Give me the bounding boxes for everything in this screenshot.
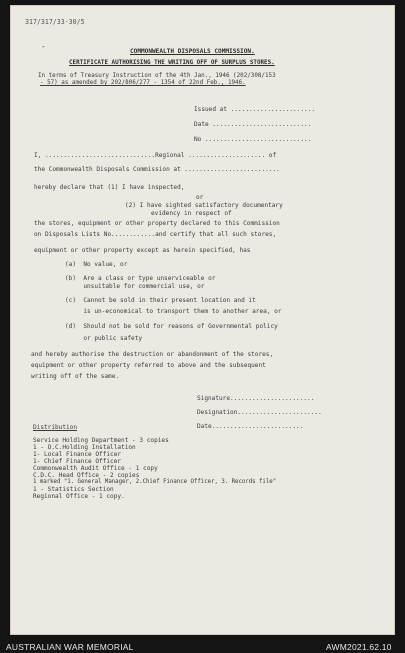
document-page bbox=[10, 5, 395, 635]
document-body bbox=[11, 6, 396, 636]
condition-c-line-1: (c) Cannot be sold in their present location and it bbox=[65, 297, 256, 304]
archive-footer bbox=[0, 640, 405, 653]
declaration-inspected: hereby declare that (1) I have inspected, bbox=[34, 184, 185, 191]
file-reference-number: 317/317/33-30/5 bbox=[25, 18, 85, 26]
distribution-item: 1 - Statistics Section bbox=[33, 486, 114, 493]
or-separator: or bbox=[196, 194, 204, 201]
distribution-item: 1- Local Finance Officer bbox=[33, 451, 122, 458]
issued-at-field: Issued at ....................... bbox=[194, 106, 316, 113]
distribution-item: 1 marked "1. General Manager, 2.Chief Finance Officer, 3. Records file" bbox=[33, 479, 277, 485]
distribution-item: 1- Chief Finance Officer bbox=[33, 458, 122, 465]
condition-b-line-2: unsuitable for commercial use, or bbox=[65, 283, 205, 290]
certificate-title: CERTIFICATE AUTHORISING THE WRITING OFF OF SURPLUS STORES. bbox=[69, 60, 275, 66]
stores-line-3: equipment or other property except as herein specified, has bbox=[34, 247, 251, 254]
declaration-sighted-1: (2) I have sighted satisfactory documentary bbox=[125, 202, 283, 209]
commission-location-line: the Commonwealth Disposals Commission at .......................... bbox=[34, 166, 280, 173]
condition-c-line-2: is un-economical to transport them to another area, or bbox=[65, 308, 282, 315]
authorisation-line-2: equipment or other property referred to above and the subsequent bbox=[31, 362, 266, 369]
authorisation-line-1: and hereby authorise the destruction or abandonment of the stores, bbox=[31, 351, 274, 358]
condition-d-line-1: (d) Should not be sold for reasons of Governmental policy bbox=[65, 323, 278, 330]
stores-line-2: on Disposals Lists No............and certify that all such stores, bbox=[34, 231, 277, 238]
condition-b-line-1: (b) Are a class or type unserviceable or bbox=[65, 275, 216, 282]
distribution-item: 1 - O.C.Holding Installation bbox=[33, 444, 136, 451]
intro-line-1: In terms of Treasury Instruction of the 4th Jan., 1946 (202/308/153 bbox=[38, 73, 276, 79]
condition-d-line-2: or public safety bbox=[65, 335, 143, 342]
number-field: No ............................. bbox=[194, 136, 312, 143]
declaration-sighted-2: evidency in respect of bbox=[151, 210, 232, 217]
archive-name: AUSTRALIAN WAR MEMORIAL bbox=[6, 642, 134, 652]
signature-field: Signature....................... bbox=[197, 395, 315, 402]
commission-title: COMMONWEALTH DISPOSALS COMMISSION. bbox=[130, 48, 255, 55]
archive-item-id: AWM2021.62.10 bbox=[326, 642, 392, 652]
distribution-heading: Distribution bbox=[33, 424, 78, 431]
intro-line-2: - 57) as amended by 202/806/277 - 1354 of 22nd Feb., 1946. bbox=[40, 80, 246, 86]
designation-field: Designation....................... bbox=[197, 409, 322, 416]
declarant-regional-line: I, ..............................Regional ..................... of bbox=[34, 152, 277, 159]
authorisation-line-3: writing off of the same. bbox=[31, 373, 120, 380]
condition-a: (a) No value, or bbox=[65, 261, 128, 268]
date-field: Date ........................... bbox=[194, 121, 312, 128]
distribution-item: Service Holding Department - 3 copies bbox=[33, 437, 169, 444]
dash-mark: - bbox=[41, 42, 46, 51]
signature-date-field: Date......................... bbox=[197, 423, 304, 430]
stores-line-1: the stores, equipment or other property declared to this Commission bbox=[34, 220, 280, 227]
distribution-item: Regional Office - 1 copy. bbox=[33, 493, 125, 500]
distribution-item: Commonwealth Audit Office - 1 copy bbox=[33, 465, 158, 472]
distribution-item: C.D.C. Head Office - 2 copies bbox=[33, 472, 140, 479]
